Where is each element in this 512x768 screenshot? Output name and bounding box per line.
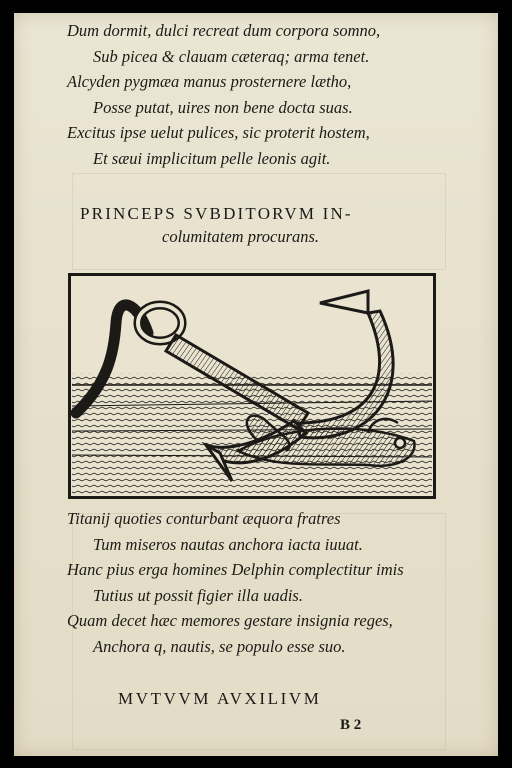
verse-line: Posse putat, uires non bene docta suas. [93,97,353,117]
emblem-title-line-1: PRINCEPS SVBDITORVM IN- [80,204,353,223]
verse-line: Tutius ut possit figier illa uadis. [93,585,303,605]
verse-line: Dum dormit, dulci recreat dum corpora somno, [67,21,381,40]
emblem-title-line-2: columitatem procurans. [162,227,320,246]
epigram-verse-top [14,18,498,171]
epigram-verse-bottom [14,506,498,659]
book-page [14,13,498,756]
verse-line: Hanc pius erga homines Delphin complectitur imis [67,560,404,579]
verse-line: Tum miseros nautas anchora iacta iuuat. [93,534,363,554]
verse-line: Et sæui implicitum pelle leonis agit. [93,148,331,168]
signature-mark: B 2 [340,717,362,733]
verse-line: Alcyden pygmæa manus prosternere lætho, [67,72,352,91]
verse-line: Excitus ipse uelut pulices, sic proterit hostem, [67,123,370,142]
anchor-dolphin-woodcut [68,273,436,499]
verse-line: Anchora q, nautis, se populo esse suo. [93,636,346,656]
verse-line: Sub picea & clauam cæteraq; arma tenet. [93,46,370,66]
verse-line: Titanij quoties conturbant æquora fratres [67,509,341,528]
verse-line: Quam decet hæc memores gestare insignia reges, [67,611,393,630]
next-emblem-title: MVTVVM AVXILIVM [118,689,322,708]
